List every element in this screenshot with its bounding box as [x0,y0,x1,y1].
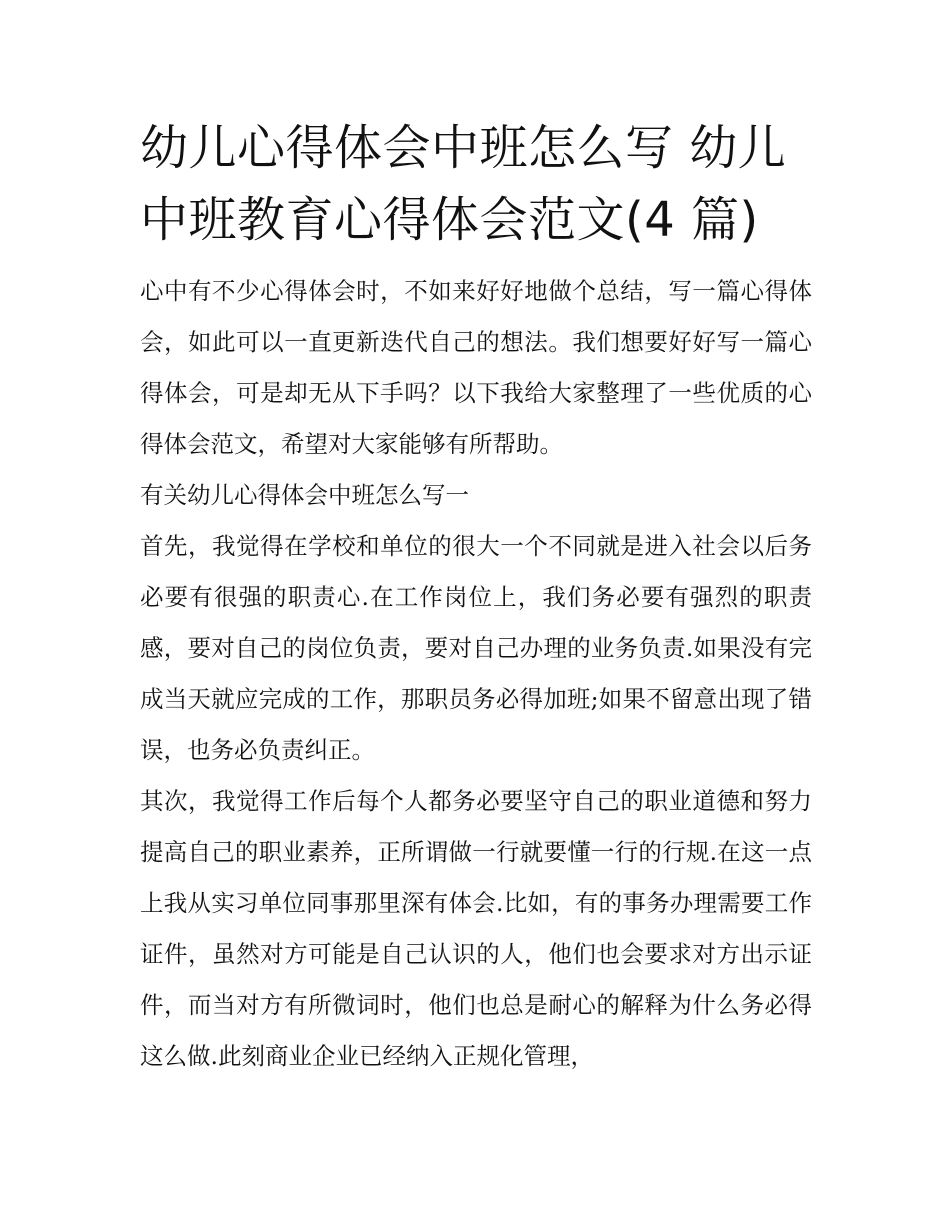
body-paragraph: 首先，我觉得在学校和单位的很大一个不同就是进入社会以后务必要有很强的职责心.在工作岗位上，我们务必要有强烈的职责感，要对自己的岗位负责，要对自己办理的业务负责.如果没有完成当天就应完成的工作，那职员务必得加班;如果不留意出现了错误，也务必负责纠正。 [140,532,812,764]
section-heading: 有关幼儿心得体会中班怎么写一 [140,481,469,509]
document-title: 幼儿心得体会中班怎么写 幼儿中班教育心得体会范文(4 篇) [140,120,787,248]
body-paragraph: 其次，我觉得工作后每个人都务必要坚守自己的职业道德和努力提高自己的职业素养，正所谓做一行就要懂一行的行规.在这一点上我从实习单位同事那里深有体会.比如，有的事务办理需要工作证件，虽然对方可能是自己认识的人，他们也会要求对方出示证件，而当对方有所微词时，他们也总是耐心的解释为什么务必得这么做.此刻商业企业已经纳入正规化管理， [140,787,812,1070]
intro-paragraph: 心中有不少心得体会时，不如来好好地做个总结，写一篇心得体会，如此可以一直更新迭代自己的想法。我们想要好好写一篇心得体会，可是却无从下手吗？以下我给大家整理了一些优质的心得体会范文，希望对大家能够有所帮助。 [140,277,812,458]
document-body [140,112,812,1082]
